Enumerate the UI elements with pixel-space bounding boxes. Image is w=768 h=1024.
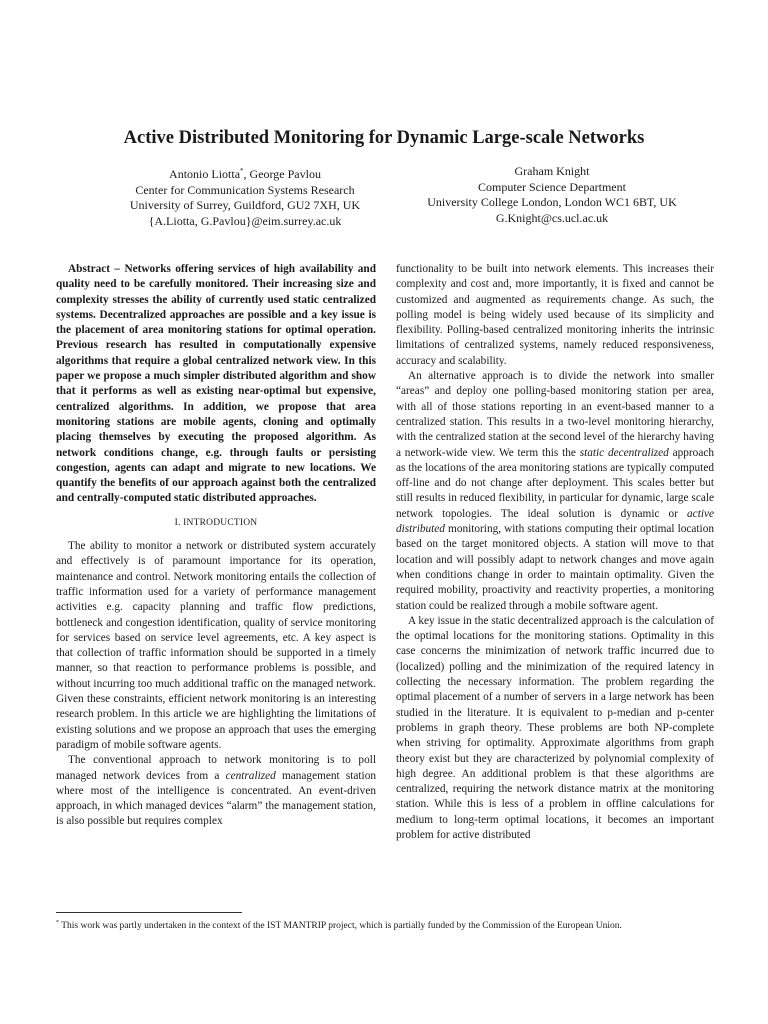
author-address: University of Surrey, Guildford, GU2 7XH, UK xyxy=(129,198,361,212)
intro-paragraph-3: functionality to be built into network elements. This increases their complexity and cost and, more importantly, it is fixed and cannot be customized and augmented as requirements change. As such, the polling model is being widely used because of its simplicity and flexibility. Polling-based centralized monitoring inherits the intrinsic limitations of centralized systems, namely reduced responsiveness, accuracy and scalability. xyxy=(396,263,714,367)
author-names xyxy=(100,164,390,183)
left-column xyxy=(56,262,376,830)
footnote-marker: * xyxy=(240,167,244,175)
author-affiliation: Center for Communication Systems Research xyxy=(135,182,355,197)
intro-paragraph-4: An alternative approach is to divide the network into smaller “areas” and deploy one polling-based monitoring station per area, with all of those stations reporting in an event-based manner to a centralized station. This results in a two-level monitoring hierarchy, with the centralized station at the second level of the hierarchy having a network-wide view. We term this the static decentralized approach as the locations of the area monitoring stations are typically computed off-line and do not change after deployment. This scales better but still results in reduced flexibility, in particular for dynamic, large scale network topologies. The ideal solution is dynamic or active distributed monitoring, with stations computing their optimal location based on the target monitored objects. A station will move to that location and will possibly adapt to network changes and move again when conditions change in order to maintain optimality. Given the required mobility, proactivity and reactivity properties, a monitoring station could be realized through a mobile software agent. xyxy=(396,370,714,612)
author-address: University College London, London WC1 6BT, UK xyxy=(427,195,677,209)
author-email: G.Knight@cs.ucl.ac.uk xyxy=(495,210,609,225)
footnote-marker: * xyxy=(56,920,59,926)
footnote-rule xyxy=(56,912,242,913)
author-block-right xyxy=(402,164,702,226)
intro-paragraph-5: A key issue in the static decentralized approach is the calculation of the optimal locations for the monitoring stations. Optimality in this case concerns the minimization of network traffic incurred due to (localized) polling and the minimization of the required latency in collecting the necessary information. The problem regarding the optimal placement of a number of servers in a large network has been studied in the literature. It is equivalent to p-median and p-center problems in graph theory. These problems are both NP-complete when striving for optimality. Approximate algorithms from graph theory exist but they are characterized by polynomial complexity of high degree. An additional problem is that these algorithms are centralized, requiring the network distance matrix at the monitoring station. While this is less of a problem in offline calculations for medium to long-term optimal locations, it becomes an important problem for active distributed xyxy=(396,614,714,841)
right-column xyxy=(396,262,714,843)
section-heading: I. INTRODUCTION xyxy=(174,517,258,528)
intro-paragraph-1: The ability to monitor a network or distributed system accurately and effectively is of paramount importance for its operation, maintenance and control. Network monitoring entails the collection of traffic information used for a variety of performance management activities e.g. capacity planning and traffic flow predictions, bottleneck and congestion identification, quality of service monitoring for services based on service level agreements, etc. A key aspect is that collection of traffic information should be supported in a timely manner, so that reaction to performance problems is possible, and without incurring too much additional traffic on the managed network. Given these constraints, efficient network monitoring is an interesting research problem. In this article we are highlighting the limitations of existing solutions and we propose an approach that uses the emerging paradigm of mobile software agents. xyxy=(56,540,376,751)
intro-paragraph-2: The conventional approach to network monitoring is to poll managed network devices from a centralized management station where most of the intelligence is concentrated. An event-driven approach, in which managed devices “alarm” the management station, is also possible but requires complex xyxy=(56,754,376,828)
author-block-left xyxy=(100,164,390,229)
author-email: {A.Liotta, G.Pavlou}@eim.surrey.ac.uk xyxy=(148,213,342,228)
author-name-knight: Graham Knight xyxy=(514,164,590,178)
abstract: Abstract – Networks offering services of high availability and quality need to be carefully monitored. Their increasing size and complexity stresses the ability of currently used static centralized systems. Decentralized approaches are possible and a key issue is the placement of area monitoring stations for optimal operation. Previous research has resulted in computationally expensive algorithms that require a global centralized network view. In this paper we propose a much simpler distributed algorithm and show that it performs as well as existing near-optimal but expensive, centralized algorithms. In addition, we propose that area monitoring stations are mobile agents, cloning and optimally placing themselves by executing the proposed algorithm. As network conditions change, e.g. through faults or persisting congestion, agents can adapt and migrate to new locations. We quantify the benefits of our approach against both the centralized and centrally-computed static distributed approaches. xyxy=(56,263,376,505)
paper-title: Active Distributed Monitoring for Dynamic Large-scale Networks xyxy=(123,128,645,148)
footnote-text: This work was partly undertaken in the context of the IST MANTRIP project, which is partially funded by the Commission of the European Union. xyxy=(61,921,622,932)
author-name-pavlou: , George Pavlou xyxy=(243,167,321,181)
author-affiliation: Computer Science Department xyxy=(478,179,626,194)
author-name-liotta: Antonio Liotta xyxy=(169,167,241,181)
footnote xyxy=(56,920,736,931)
